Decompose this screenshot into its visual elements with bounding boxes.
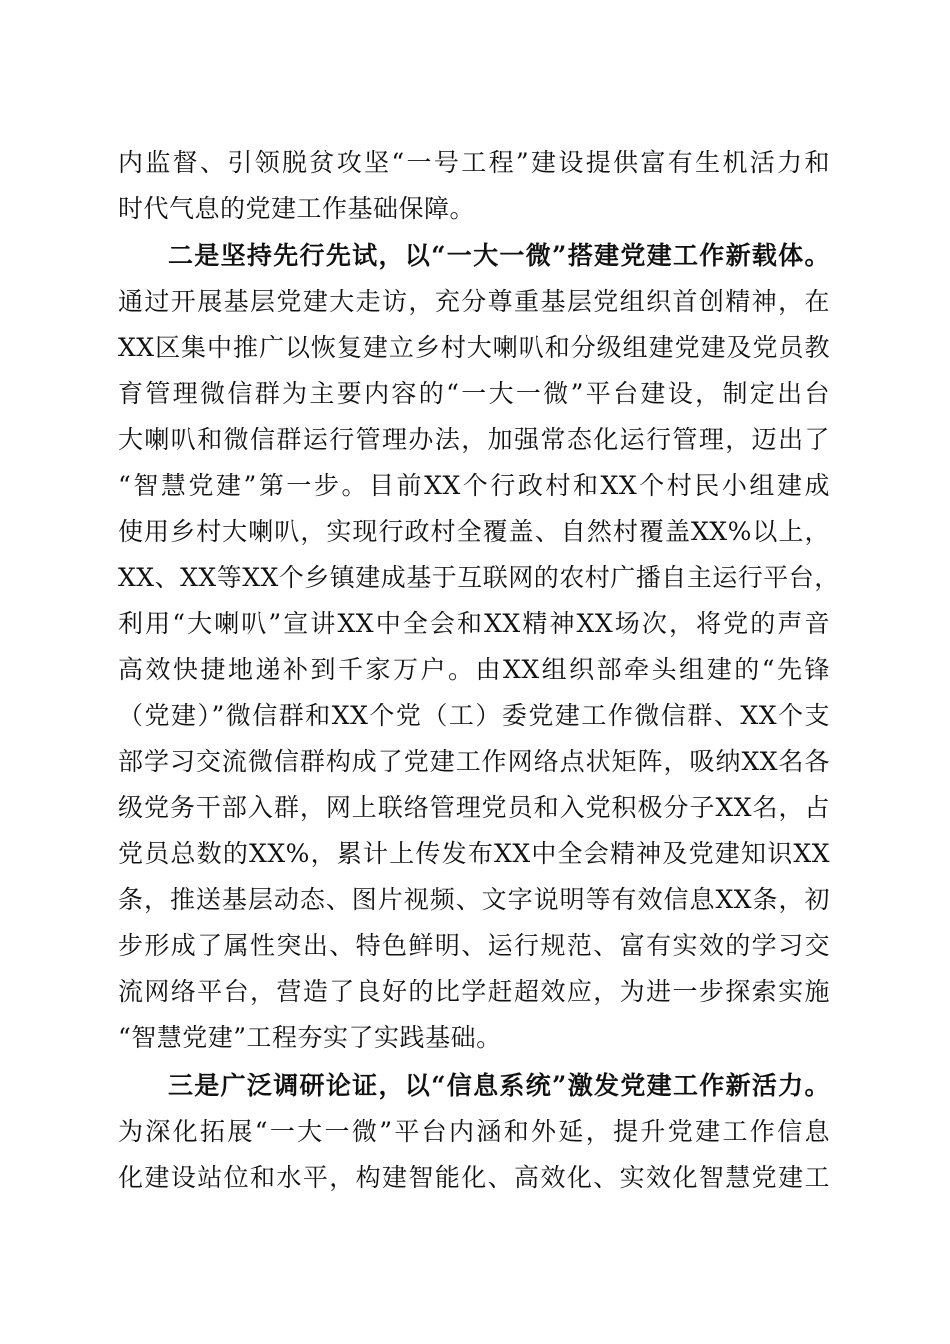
text-line-10: XX、XX等XX个乡镇建成基于互联网的农村广播自主运行平台， <box>118 563 840 592</box>
text-line-13: （党建）”微信群和XX个党（工）委党建工作微信群、XX个支 <box>118 701 830 730</box>
text-line-17: 条，推送基层动态、图片视频、文字说明等有效信息XX条，初 <box>118 885 830 914</box>
text-line-8: “智慧党建”第一步。目前XX个行政村和XX个村民小组建成 <box>118 471 830 500</box>
text-line-4: 通过开展基层党建大走访，充分尊重基层党组织首创精神，在 <box>118 287 830 316</box>
text-line-5: XX区集中推广以恢复建立乡村大喇叭和分级组建党建及党员教 <box>118 333 830 362</box>
text-line-23: 化建设站位和水平，构建智能化、高效化、实效化智慧党建工 <box>118 1163 830 1192</box>
text-line-11: 利用“大喇叭”宣讲XX中全会和XX精神XX场次，将党的声音 <box>118 609 830 638</box>
text-line-19: 流网络平台，营造了良好的比学赶超效应，为进一步探索实施 <box>118 977 830 1006</box>
section-heading-3: 三是广泛调研论证，以“信息系统”激发党建工作新活力。 <box>168 1071 830 1100</box>
text-line-6: 育管理微信群为主要内容的“一大一微”平台建设，制定出台 <box>118 379 830 408</box>
text-line-7: 大喇叭和微信群运行管理办法，加强常态化运行管理，迈出了 <box>118 425 830 454</box>
text-line-14: 部学习交流微信群构成了党建工作网络点状矩阵，吸纳XX名各 <box>118 747 830 776</box>
text-line-22: 为深化拓展“一大一微”平台内涵和外延，提升党建工作信息 <box>118 1117 830 1146</box>
text-line-1: 内监督、引领脱贫攻坚“一号工程”建设提供富有生机活力和 <box>118 148 830 177</box>
text-line-16: 党员总数的XX%，累计上传发布XX中全会精神及党建知识XX <box>118 839 830 868</box>
section-heading-2: 二是坚持先行先试，以“一大一微”搭建党建工作新载体。 <box>168 241 830 270</box>
text-line-2: 时代气息的党建工作基础保障。 <box>118 194 476 223</box>
text-line-20: “智慧党建”工程夯实了实践基础。 <box>118 1023 502 1052</box>
text-line-18: 步形成了属性突出、特色鲜明、运行规范、富有实效的学习交 <box>118 931 830 960</box>
text-line-9: 使用乡村大喇叭，实现行政村全覆盖、自然村覆盖XX%以上， <box>118 517 830 546</box>
text-line-15: 级党务干部入群，网上联络管理党员和入党积极分子XX名，占 <box>118 793 830 822</box>
text-line-12: 高效快捷地递补到千家万户。由XX组织部牵头组建的“先锋 <box>118 655 830 684</box>
